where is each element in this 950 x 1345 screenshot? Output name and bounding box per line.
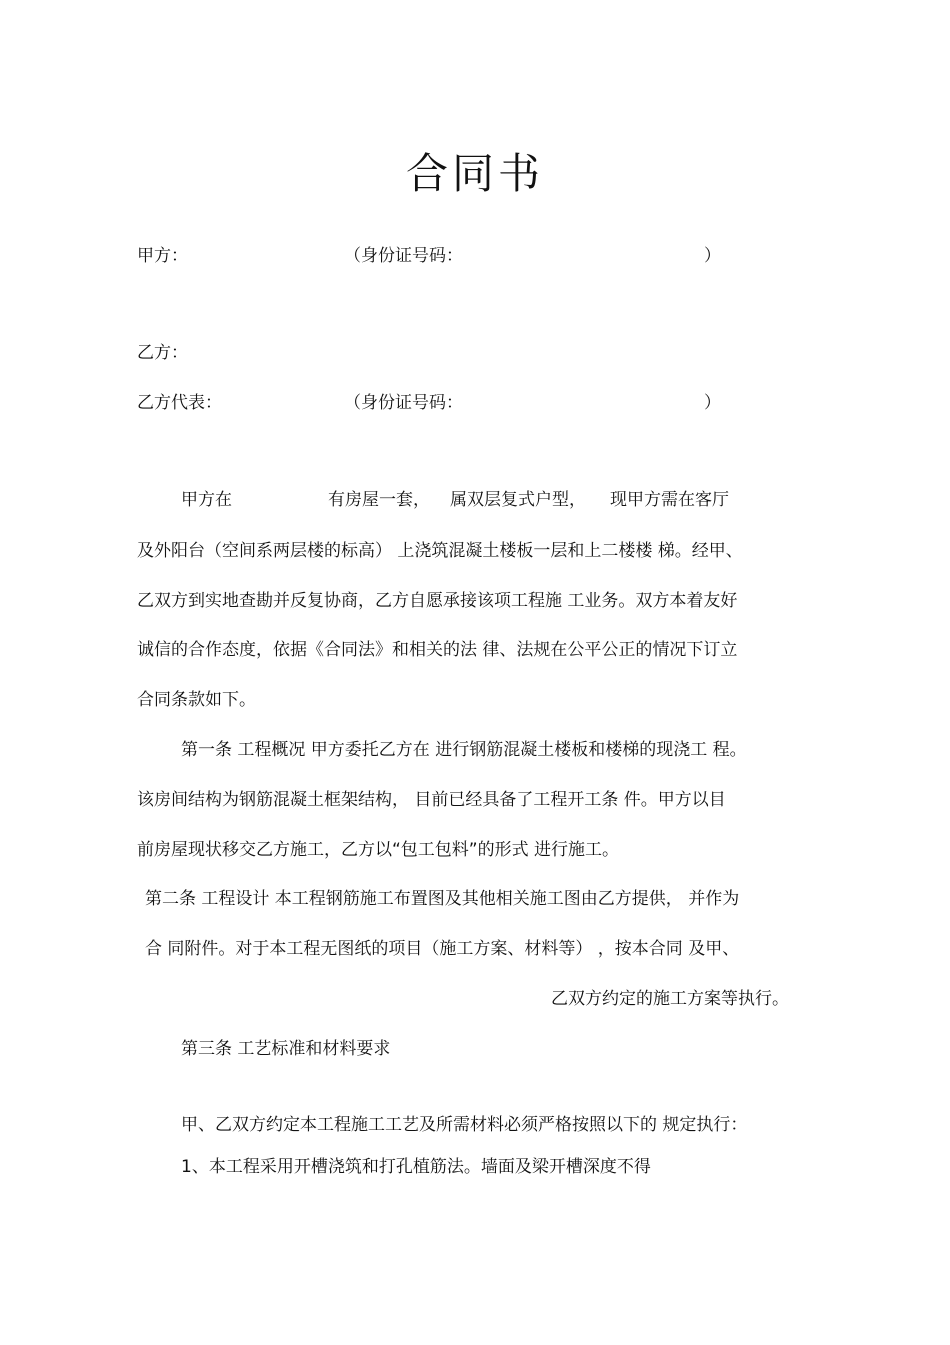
article-1-text: 第一条 工程概况 甲方委托乙方在 进行钢筋混凝土楼板和楼梯的现浇工 程。 (181, 740, 747, 760)
preamble-text: 属双层复式户型， (450, 490, 586, 510)
preamble-text: 现甲方需在客厅 (610, 490, 729, 510)
party-b-rep-id-label: （身份证号码： (344, 393, 463, 413)
preamble-text: 诚信的合作态度，依据《合同法》和相关的法 律、法规在公平公正的情况下订立 (137, 640, 738, 660)
party-b-rep-id-close: ） (704, 393, 721, 413)
preamble-text: 甲方在 (181, 490, 232, 510)
party-a-id-label: （身份证号码： (344, 246, 463, 266)
article-2-text: 乙双方约定的施工方案等执行。 (551, 989, 789, 1009)
document-title: 合同书 (405, 149, 544, 198)
party-a-label: 甲方： (137, 246, 188, 266)
article-3-text: 甲、乙双方约定本工程施工工艺及所需材料必须严格按照以下的 规定执行： (181, 1115, 748, 1135)
preamble-text: 有房屋一套， (328, 490, 430, 510)
article-1-text: 前房屋现状移交乙方施工，乙方以“包工包料”的形式 进行施工。 (137, 840, 620, 860)
article-2-text: 合 同附件。对于本工程无图纸的项目（施工方案、材料等） ，按本合同 及甲、 (145, 939, 740, 959)
preamble-text: 及外阳台（空间系两层楼的标高） 上浇筑混凝土楼板一层和上二楼楼 梯。经甲、 (137, 541, 743, 561)
article-2-text: 第二条 工程设计 本工程钢筋施工布置图及其他相关施工图由乙方提供， 并作为 (145, 889, 740, 909)
preamble-text: 合同条款如下。 (137, 690, 256, 710)
article-3-heading: 第三条 工艺标准和材料要求 (181, 1039, 391, 1059)
party-a-id-close: ） (704, 246, 721, 266)
article-3-item: 1、本工程采用开槽浇筑和打孔植筋法。墙面及梁开槽深度不得 (181, 1157, 651, 1177)
article-1-text: 该房间结构为钢筋混凝土框架结构， 目前已经具备了工程开工条 件。甲方以目 (137, 790, 726, 810)
preamble-text: 乙双方到实地查勘并反复协商，乙方自愿承接该项工程施 工业务。双方本着友好 (137, 591, 738, 611)
party-b-rep-label: 乙方代表： (137, 393, 222, 413)
party-b-label: 乙方： (137, 343, 188, 363)
